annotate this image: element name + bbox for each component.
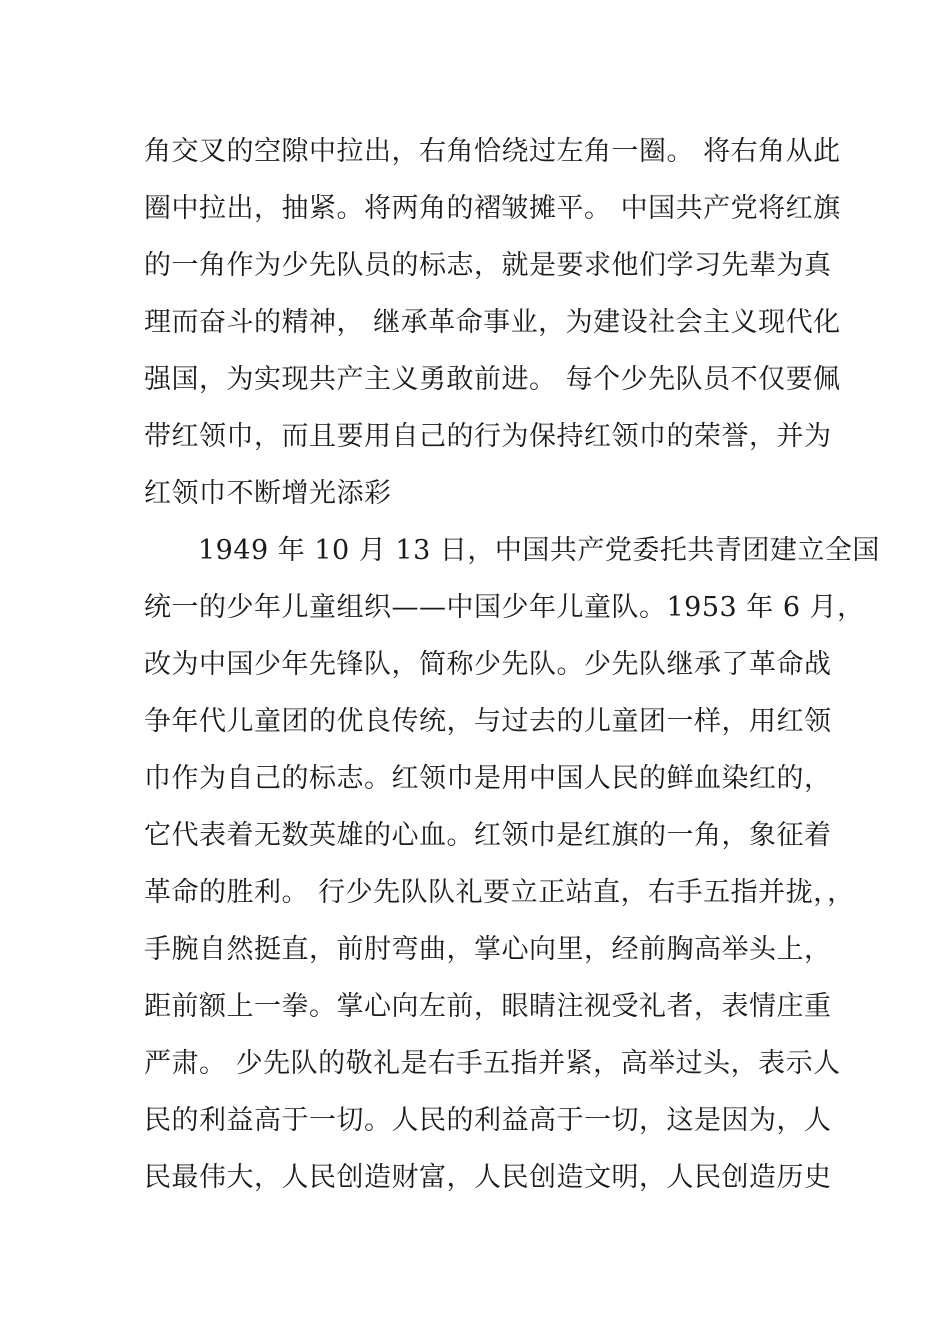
text-line: 它代表着无数英雄的心血。红领巾是红旗的一角，象征着 bbox=[144, 820, 832, 851]
text-line: 角交叉的空隙中拉出，右角恰绕过左角一圈。 将右角从此 bbox=[144, 136, 841, 167]
text-line: 理而奋斗的精神， 继承革命事业，为建设社会主义现代化 bbox=[144, 307, 841, 338]
text-line: 距前额上一拳。掌心向左前，眼睛注视受礼者，表情庄重 bbox=[144, 991, 832, 1022]
text-line: 带红领巾，而且要用自己的行为保持红领巾的荣誉，并为 bbox=[144, 421, 832, 452]
text-line: 革命的胜利。 行少先队队礼要立正站直，右手五指并拢，， bbox=[144, 877, 855, 908]
text-line: 统一的少年儿童组织——中国少年儿童队。1953 年 6 月， bbox=[144, 592, 865, 623]
text-line: 手腕自然挺直，前肘弯曲，掌心向里，经前胸高举头上， bbox=[144, 934, 832, 965]
text-line: 民最伟大，人民创造财富，人民创造文明，人民创造历史 bbox=[144, 1162, 832, 1193]
text-line: 强国，为实现共产主义勇敢前进。 每个少先队员不仅要佩 bbox=[144, 364, 841, 395]
text-line: 巾作为自己的标志。红领巾是用中国人民的鲜血染红的， bbox=[144, 763, 832, 794]
text-line: 民的利益高于一切。人民的利益高于一切，这是因为，人 bbox=[144, 1105, 832, 1136]
text-line: 的一角作为少先队员的标志，就是要求他们学习先辈为真 bbox=[144, 250, 832, 281]
text-line: 争年代儿童团的优良传统，与过去的儿童团一样，用红领 bbox=[144, 706, 832, 737]
text-line: 红领巾不断增光添彩 bbox=[144, 478, 392, 509]
text-line: 改为中国少年先锋队，简称少先队。少先队继承了革命战 bbox=[144, 649, 832, 680]
paragraph-first-line: 1949 年 10 月 13 日，中国共产党委托共青团建立全国 bbox=[198, 535, 880, 566]
text-line: 圈中拉出，抽紧。将两角的褶皱摊平。 中国共产党将红旗 bbox=[144, 193, 841, 224]
text-line: 严肃。 少先队的敬礼是右手五指并紧，高举过头，表示人 bbox=[144, 1048, 841, 1079]
